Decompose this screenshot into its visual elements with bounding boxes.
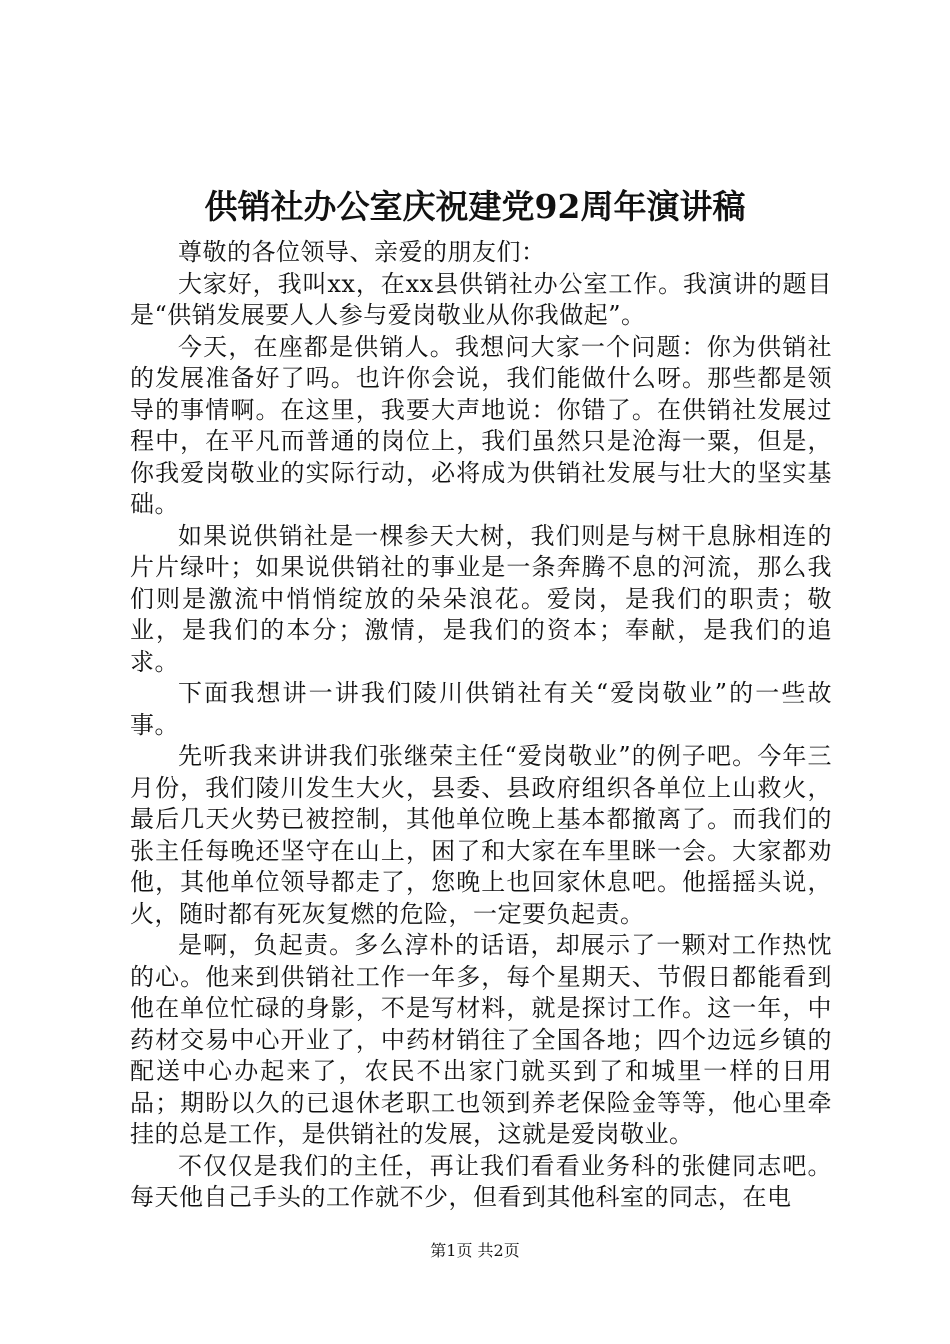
document-body [130, 237, 832, 1214]
paragraph-introduction: 大家好，我叫xx，在xx县供销社办公室工作。我演讲的题目是“供销发展要人人参与爱岗敬业从你我做起”。 [130, 269, 832, 329]
paragraph: 下面我想讲一讲我们陵川供销社有关“爱岗敬业”的一些故事。 [130, 679, 832, 739]
paragraph: 今天，在座都是供销人。我想问大家一个问题：你为供销社的发展准备好了吗。也许你会说，我们能做什么呀。那些都是领导的事情啊。在这里，我要大声地说：你错了。在供销社发展过程中，在平凡而普通的岗位上，我们虽然只是沧海一粟，但是，你我爱岗敬业的实际行动，必将成为供销社发展与壮大的坚实基础。 [130, 332, 832, 518]
paragraph-salutation: 尊敬的各位领导、亲爱的朋友们： [178, 238, 546, 266]
paragraph: 不仅仅是我们的主任，再让我们看看业务科的张健同志吧。每天他自己手头的工作就不少，但看到其他科室的同志，在电 [130, 1151, 832, 1211]
paragraph: 是啊，负起责。多么淳朴的话语，却展示了一颗对工作热忱的心。他来到供销社工作一年多，每个星期天、节假日都能看到他在单位忙碌的身影，不是写材料，就是探讨工作。这一年，中药材交易中心开业了，中药材销往了全国各地；四个边远乡镇的配送中心办起来了，农民不出家门就买到了和城里一样的日用品；期盼以久的已退休老职工也领到养老保险金等等，他心里牵挂的总是工作，是供销社的发展，这就是爱岗敬业。 [130, 931, 832, 1148]
paragraph: 如果说供销社是一棵参天大树，我们则是与树干息脉相连的片片绿叶；如果说供销社的事业是一条奔腾不息的河流，那么我们则是激流中悄悄绽放的朵朵浪花。爱岗，是我们的职责；敬业，是我们的本分；激情，是我们的资本；奉献，是我们的追求。 [130, 521, 832, 676]
paragraph: 先听我来讲讲我们张继荣主任“爱岗敬业”的例子吧。今年三月份，我们陵川发生大火，县委、县政府组织各单位上山救火，最后几天火势已被控制，其他单位晚上基本都撤离了。而我们的张主任每晚还坚守在山上，困了和大家在车里眯一会。大家都劝他，其他单位领导都走了，您晚上也回家休息吧。他摇摇头说，火，随时都有死灰复燃的危险，一定要负起责。 [130, 742, 832, 928]
document-title: 供销社办公室庆祝建党92周年演讲稿 [204, 187, 746, 226]
page-number-footer: 第1页 共2页 [430, 1241, 520, 1260]
